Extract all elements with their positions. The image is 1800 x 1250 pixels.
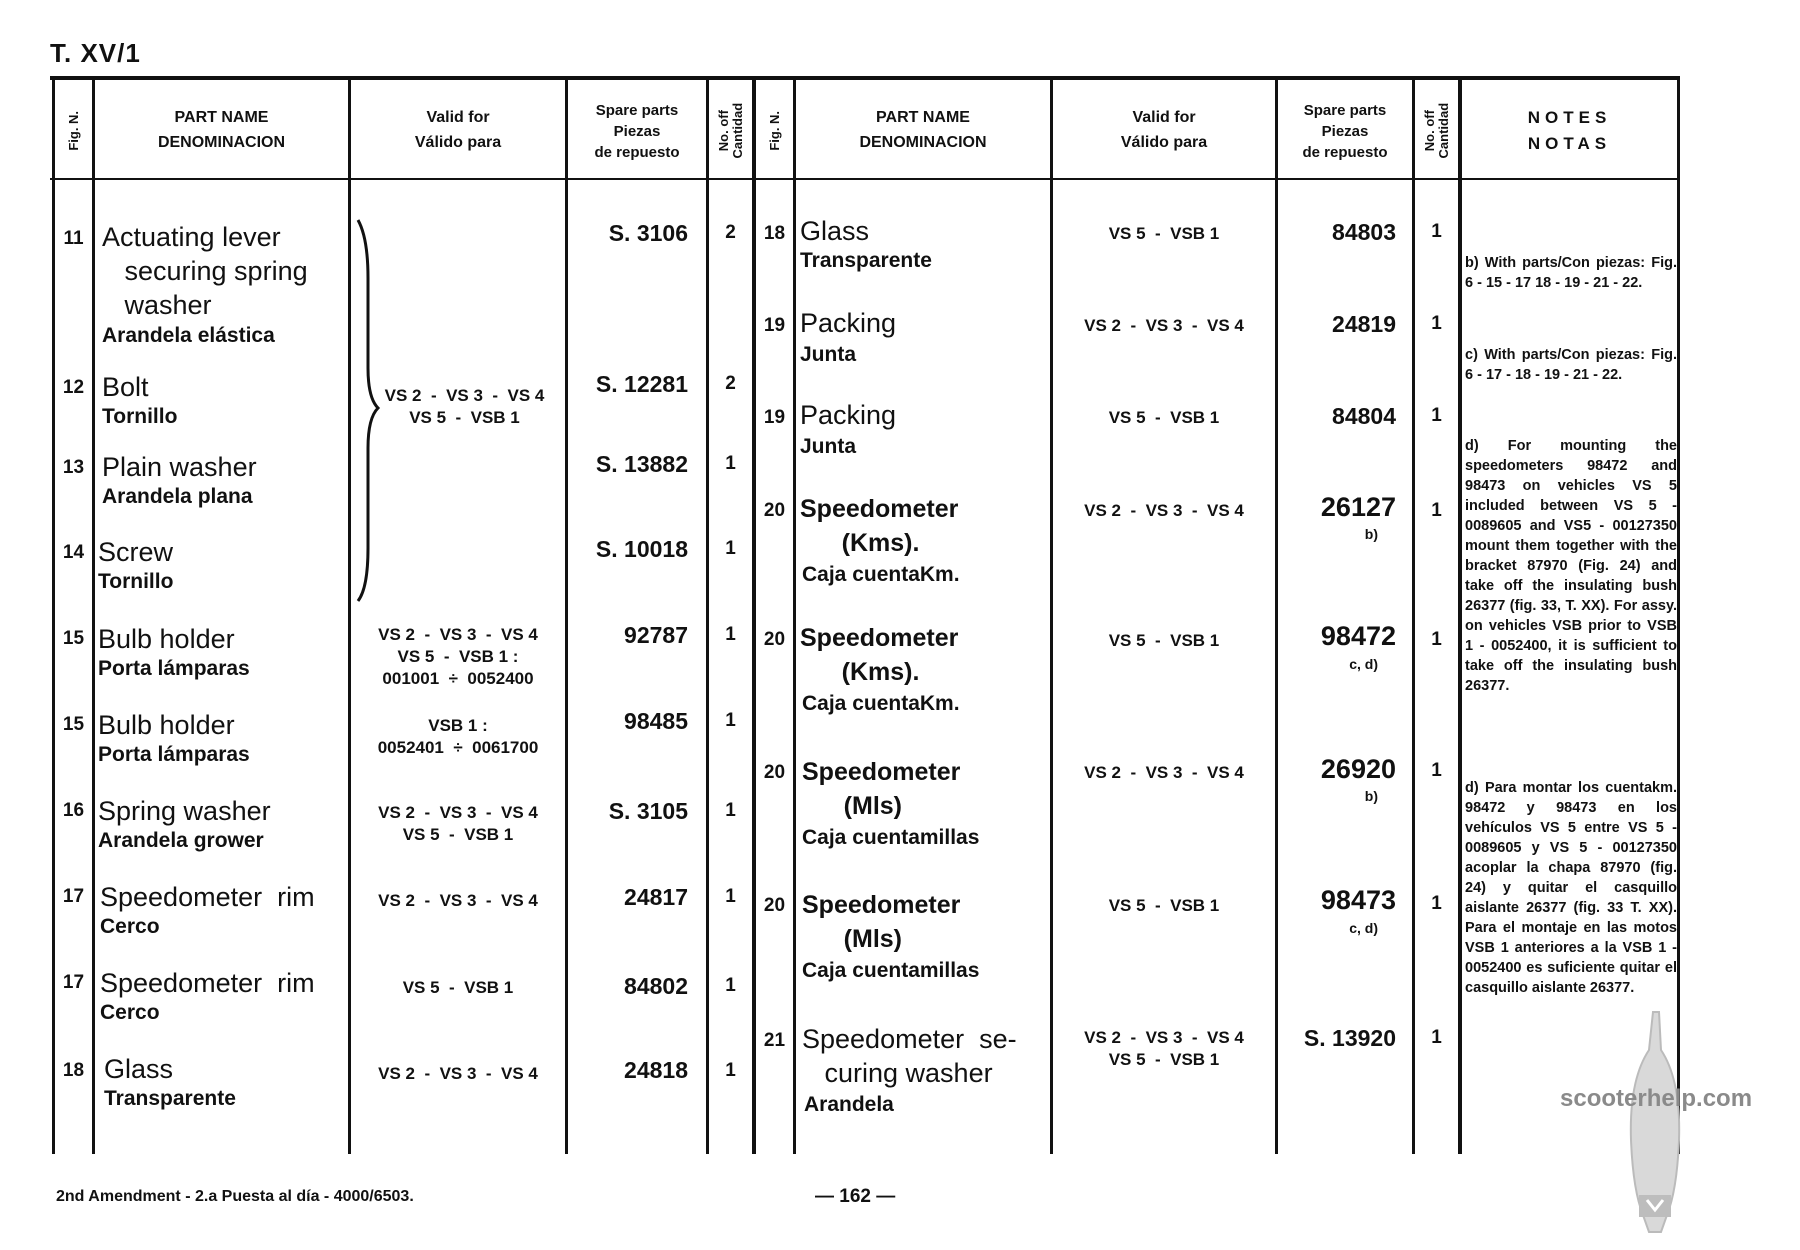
part-name-es: Porta lámparas xyxy=(98,657,250,680)
valid-for: VS 2 - VS 3 - VS 4 VS 5 - VSB 1 : 001001 ÷ 0052400 xyxy=(378,625,538,688)
part-name-es: Arandela xyxy=(804,1093,894,1116)
quantity: 1 xyxy=(1431,221,1442,242)
header-valid-right: Valid for Válido para xyxy=(1120,109,1208,151)
part-name: Speedometer se- curing washer xyxy=(802,1024,1017,1088)
amendment-note: 2nd Amendment - 2.a Puesta al día - 4000/6503. xyxy=(56,1188,414,1205)
valid-for: VS 5 - VSB 1 xyxy=(402,978,514,997)
part-name: Packing xyxy=(800,308,897,338)
spare-part-number: 26920 xyxy=(1320,754,1396,784)
quantity: 1 xyxy=(725,538,736,559)
part-name: Speedometer (Mls) xyxy=(802,891,961,953)
quantity: 1 xyxy=(725,710,736,731)
valid-for: VS 5 - VSB 1 xyxy=(1108,224,1220,243)
fig-number: 19 xyxy=(763,407,786,428)
spare-part-number: 24817 xyxy=(624,884,688,910)
part-name: Bolt xyxy=(102,372,149,402)
valid-for: VS 5 - VSB 1 xyxy=(1108,408,1220,427)
note-b: b) With parts/Con piezas: Fig. 6 - 15 - 17 18 - 19 - 21 - 22. xyxy=(1465,255,1677,291)
fig-number: 21 xyxy=(763,1030,786,1051)
valid-for: VS 2 - VS 3 - VS 4 VS 5 - VSB 1 xyxy=(384,386,545,427)
spare-part-number: 98485 xyxy=(624,708,688,734)
fig-number: 16 xyxy=(62,800,85,821)
spare-part-number: 98472 xyxy=(1320,621,1396,651)
page-number: — 162 — xyxy=(815,1186,896,1207)
part-name-es: Transparente xyxy=(104,1087,236,1110)
header-spare-left: Spare parts Piezas de repuesto xyxy=(594,101,680,161)
column-rule xyxy=(92,76,95,1154)
quantity: 1 xyxy=(1431,405,1442,426)
part-name-es: Junta xyxy=(800,435,857,458)
fig-number: 12 xyxy=(62,377,85,398)
spare-part-number: S. 12281 xyxy=(595,371,688,397)
spare-part-note: c, d) xyxy=(1349,920,1378,936)
table-top-rule xyxy=(50,76,1678,80)
part-name-es: Caja cuentamillas xyxy=(802,826,980,849)
fig-number: 20 xyxy=(763,895,786,916)
header-notes: NOTES NOTAS xyxy=(1527,107,1612,153)
quantity: 1 xyxy=(725,624,736,645)
spare-part-number: S. 13920 xyxy=(1303,1025,1396,1051)
header-valid-left: Valid for Válido para xyxy=(414,109,502,151)
valid-for: VS 5 - VSB 1 xyxy=(1108,896,1220,915)
quantity: 1 xyxy=(725,453,736,474)
part-name-es: Tornillo xyxy=(98,570,174,593)
part-name: Glass xyxy=(104,1054,174,1084)
fig-number: 11 xyxy=(63,228,84,249)
note-c: c) With parts/Con piezas: Fig. 6 - 17 - 18 - 19 - 21 - 22. xyxy=(1465,347,1677,383)
quantity: 1 xyxy=(725,800,736,821)
fig-number: 13 xyxy=(62,457,85,478)
scooter-logo-icon xyxy=(1625,1010,1685,1235)
spare-part-number: 84803 xyxy=(1332,219,1396,245)
part-name: Packing xyxy=(800,400,897,430)
fig-number: 18 xyxy=(62,1060,85,1081)
header-qty-left: No. off Cantidad xyxy=(715,103,745,159)
fig-number: 20 xyxy=(763,629,786,650)
fig-number: 18 xyxy=(763,223,786,244)
column-rule xyxy=(793,76,796,1154)
quantity: 1 xyxy=(725,975,736,996)
spare-part-number: S. 10018 xyxy=(595,536,688,562)
part-name: Speedometer rim xyxy=(100,882,315,912)
part-name-es: Arandela plana xyxy=(102,485,253,508)
spare-part-number: 24819 xyxy=(1332,311,1396,337)
fig-number: 17 xyxy=(62,886,85,907)
part-name: Bulb holder xyxy=(98,710,235,740)
part-name: Bulb holder xyxy=(98,624,235,654)
part-name-es: Tornillo xyxy=(102,405,178,428)
part-name: Plain washer xyxy=(102,452,257,482)
part-name: Speedometer (Mls) xyxy=(802,758,961,820)
part-name-es: Transparente xyxy=(800,249,932,272)
quantity: 2 xyxy=(725,222,736,243)
column-rule xyxy=(1677,76,1680,1154)
part-name: Speedometer (Kms). xyxy=(800,495,959,557)
watermark: scooterhelp.com xyxy=(1560,1085,1753,1112)
spare-part-number: 92787 xyxy=(624,622,688,648)
header-fig-left: Fig. N. xyxy=(65,111,81,151)
part-name-es: Arandela grower xyxy=(98,829,264,852)
header-part-name-left: PART NAME DENOMINACION xyxy=(157,109,286,151)
part-name-es: Porta lámparas xyxy=(98,743,250,766)
part-name-es: Junta xyxy=(800,343,857,366)
note-d-english: d) For mounting the speedometers 98472 and 98473 on vehicles VS 5 included between VS 5 - 0089605 and VS5 - 00127350 mount them together with the bracket 87970 (Fig. 24) and take off the insulating bush 26377 (fig. 33, T. XX). For assy. on vehicles VSB prior to VSB 1 - 0052400, it is sufficient to take off the insulating bush 26377. xyxy=(1465,438,1677,694)
valid-for: VS 2 - VS 3 - VS 4 xyxy=(378,891,538,910)
fig-number: 17 xyxy=(62,972,85,993)
part-name-es: Arandela elástica xyxy=(102,324,275,347)
quantity: 1 xyxy=(1431,893,1442,914)
spare-part-number: 24818 xyxy=(624,1057,688,1083)
quantity: 1 xyxy=(725,1060,736,1081)
spare-part-number: S. 13882 xyxy=(595,451,688,477)
valid-for: VS 2 - VS 3 - VS 4 xyxy=(1084,316,1244,335)
spare-part-number: S. 3106 xyxy=(608,220,688,246)
spare-part-number: S. 3105 xyxy=(608,798,688,824)
part-name-es: Cerco xyxy=(100,1001,160,1024)
part-name-es: Cerco xyxy=(100,915,160,938)
part-name: Speedometer (Kms). xyxy=(800,624,959,686)
part-name: Screw xyxy=(98,537,174,567)
valid-for: VS 5 - VSB 1 xyxy=(1108,631,1220,650)
quantity: 2 xyxy=(725,373,736,394)
spare-part-number: 84804 xyxy=(1332,403,1396,429)
header-qty-right: No. off Cantidad xyxy=(1421,103,1451,159)
note-d-spanish: d) Para montar los cuentakm. 98472 y 98473 en los vehículos VS 5 entre VS 5 - 0089605 y VS 5 - 00127350 acoplar la chapa 87970 (fig. 24) y quitar el casquillo aislante 26377 (fig. 33 T. XX). Para el montaje en las motos VSB 1 anteriores a la VSB 1 - 0052400 es suficiente quitar el casquillo aislante 26377. xyxy=(1465,780,1677,996)
header-spare-right: Spare parts Piezas de repuesto xyxy=(1302,101,1388,161)
fig-number: 20 xyxy=(763,500,786,521)
header-fig-right: Fig. N. xyxy=(766,111,782,151)
spare-part-note: b) xyxy=(1364,788,1378,804)
header-part-name-right: PART NAME DENOMINACION xyxy=(859,109,987,151)
valid-for: VS 2 - VS 3 - VS 4 xyxy=(1084,501,1244,520)
part-name-es: Caja cuentaKm. xyxy=(802,692,960,715)
quantity: 1 xyxy=(1431,760,1442,781)
fig-number: 15 xyxy=(62,714,85,735)
quantity: 1 xyxy=(1431,1027,1442,1048)
spare-part-note: c, d) xyxy=(1349,656,1378,672)
valid-for: VS 2 - VS 3 - VS 4 xyxy=(1084,763,1244,782)
part-name: Actuating lever securing spring washer xyxy=(102,222,308,320)
valid-for: VS 2 - VS 3 - VS 4 xyxy=(378,1064,538,1083)
valid-for: VS 2 - VS 3 - VS 4 VS 5 - VSB 1 xyxy=(378,803,538,844)
spare-part-number: 26127 xyxy=(1320,492,1396,522)
spare-part-note: b) xyxy=(1364,526,1378,542)
quantity: 1 xyxy=(1431,500,1442,521)
spare-part-number: 84802 xyxy=(624,973,688,999)
quantity: 1 xyxy=(1431,629,1442,650)
part-name-es: Caja cuentamillas xyxy=(802,959,980,982)
part-name-es: Caja cuentaKm. xyxy=(802,563,960,586)
fig-number: 20 xyxy=(763,762,786,783)
quantity: 1 xyxy=(1431,313,1442,334)
fig-number: 14 xyxy=(62,542,85,563)
fig-number: 19 xyxy=(763,315,786,336)
fig-number: 15 xyxy=(62,628,85,649)
part-name: Spring washer xyxy=(98,796,271,826)
valid-for: VSB 1 : 0052401 ÷ 0061700 xyxy=(377,716,539,757)
part-name: Speedometer rim xyxy=(100,968,315,998)
spare-part-number: 98473 xyxy=(1320,885,1396,915)
page-code: T. XV/1 xyxy=(50,38,141,68)
quantity: 1 xyxy=(725,886,736,907)
part-name: Glass xyxy=(800,216,870,246)
column-rule xyxy=(1458,76,1462,1154)
valid-for: VS 2 - VS 3 - VS 4 VS 5 - VSB 1 xyxy=(1084,1028,1244,1069)
